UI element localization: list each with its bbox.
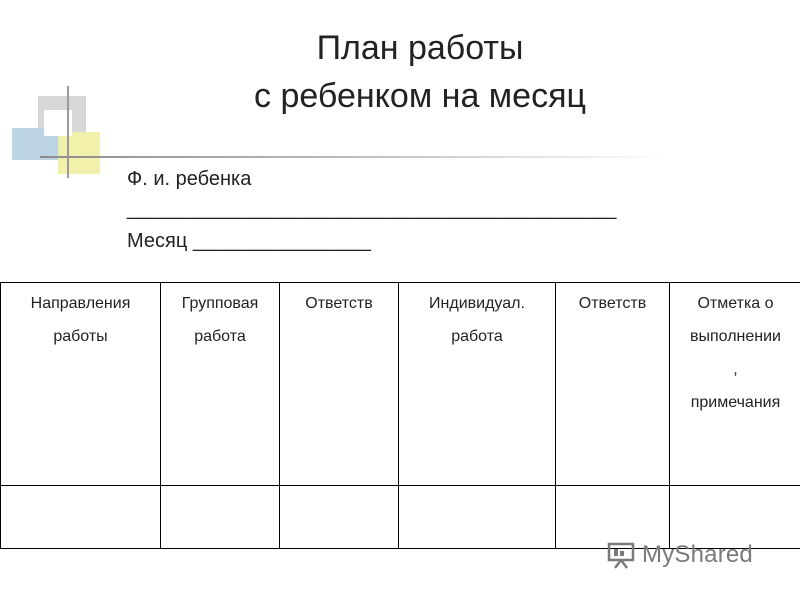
table-cell[interactable] — [280, 486, 399, 549]
myshared-watermark — [606, 538, 753, 572]
presentation-board-icon — [606, 540, 636, 570]
watermark-text: MyShared — [642, 541, 753, 568]
slide-title-line-1: План работы — [316, 29, 524, 67]
header-cell-responsible-group: Ответств — [280, 283, 399, 486]
table-cell[interactable] — [161, 486, 280, 549]
decor-yellow-square — [58, 132, 100, 174]
child-name-blank: ____________________________________________ — [127, 198, 617, 220]
header-cell-completion-notes: Отметка о выполнении , примечания — [670, 283, 800, 486]
work-plan-table — [0, 282, 800, 549]
child-name-label: Ф. и. ребенка — [127, 168, 252, 190]
slide-title-line-2: с ребенком на месяц — [254, 77, 586, 115]
title-divider-line — [40, 156, 670, 158]
header-cell-individual-work: Индивидуал. работа — [399, 283, 556, 486]
header-cell-group-work: Групповая работа — [161, 283, 280, 486]
header-cell-directions: Направления работы — [1, 283, 161, 486]
decorative-squares — [0, 0, 120, 200]
table-cell[interactable] — [399, 486, 556, 549]
table-cell[interactable] — [1, 486, 161, 549]
decor-vertical-line — [67, 86, 69, 178]
header-cell-responsible-individual: Ответств — [556, 283, 670, 486]
month-field: Месяц ________________ — [127, 230, 371, 252]
table-header-row — [1, 283, 800, 486]
